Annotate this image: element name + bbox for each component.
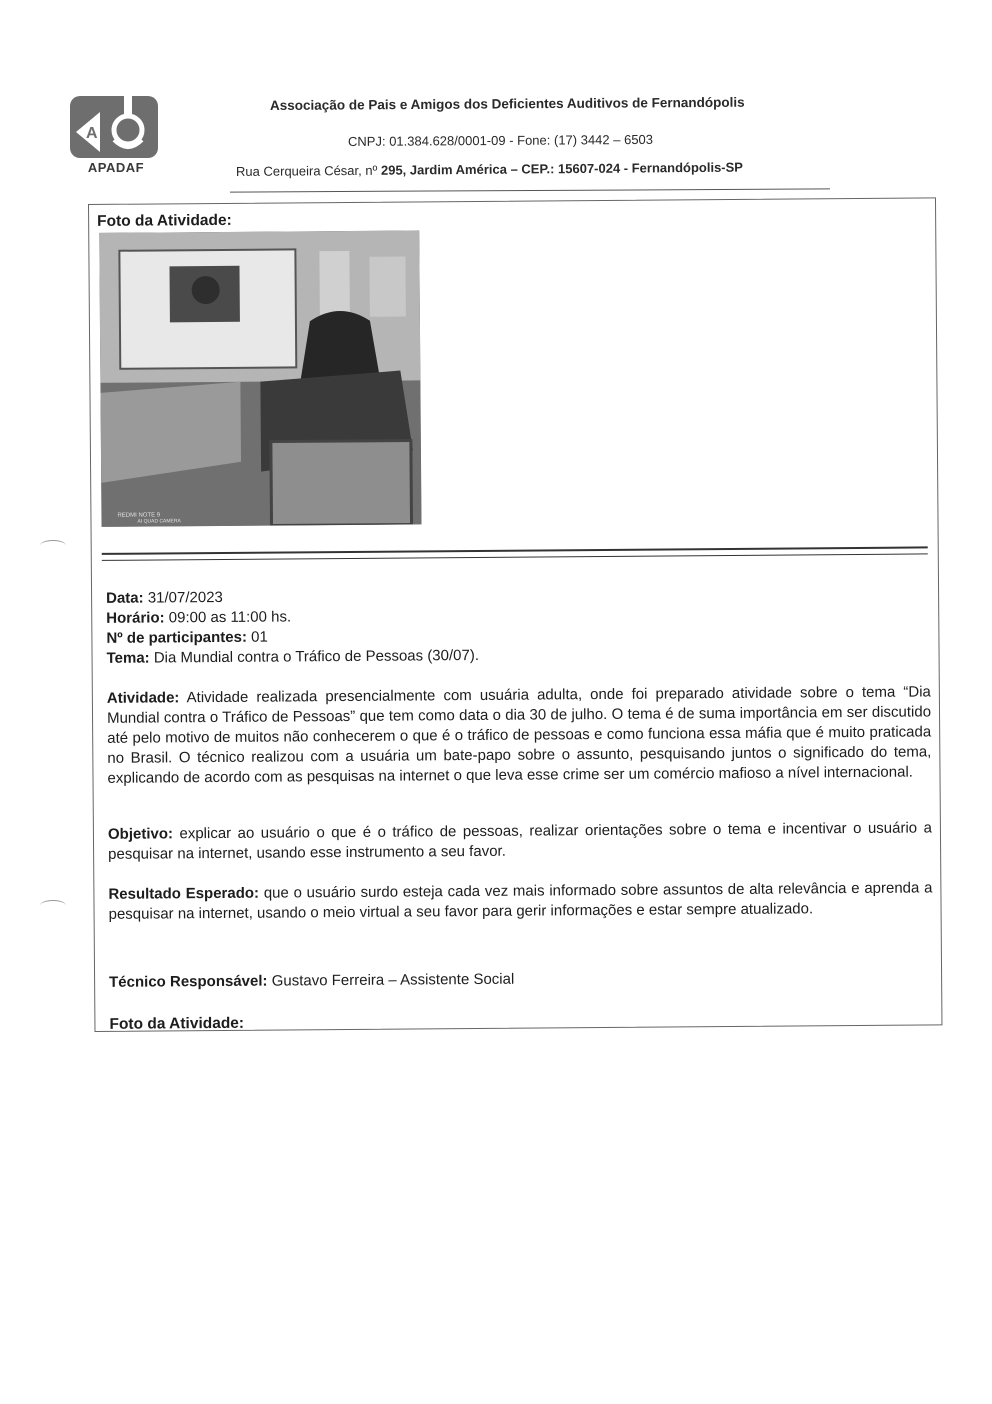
time-value: 09:00 as 11:00 hs. (168, 608, 292, 627)
org-name: Associação de Pais e Amigos dos Deficientes Auditivos de Fernandópolis (269, 94, 745, 113)
watermark-line1: REDMI NOTE 9 (117, 512, 161, 519)
address-prefix: Rua Cerqueira César, nº (235, 162, 378, 179)
address (236, 160, 743, 179)
activity-paragraph (107, 682, 932, 788)
objective-paragraph (108, 818, 932, 864)
watermark-line2: AI QUAD CAMERA (137, 518, 181, 525)
activity-photo (99, 230, 421, 527)
date-value: 31/07/2023 (147, 588, 223, 607)
participants-label: Nº de participantes: (106, 628, 247, 647)
scan-mark (40, 900, 66, 911)
technician-text: Gustavo Ferreira – Assistente Social (271, 970, 515, 990)
logo-name: APADAF (87, 160, 145, 175)
date-label: Data: (106, 589, 144, 607)
expected-result-label: Resultado Esperado: (108, 884, 260, 903)
objective-text: explicar ao usuário o que é o tráfico de pessoas, realizar orientações sobre o tema e incentivar o usuário a pesquisar na internet, usando esse instrumento a seu favor. (108, 819, 932, 863)
theme-row (106, 646, 479, 669)
technician-label: Técnico Responsável: (109, 972, 268, 991)
expected-result-paragraph (108, 878, 932, 924)
activity-text: Atividade realizada presencialmente com usuária adulta, onde foi preparado atividade sobre o tema “Dia Mundial contra o Tráfico de Pessoas” que tem como data o dia 30 de julho. O tema é de suma importância em ser discutido até pelo motivo de muitos não conhecerem o que é o tráfico de pessoas e como funciona essa máfia que é muito praticada no Brasil. O técnico realizou com a usuária um bate-papo sobre o assunto, pesquisando juntos o significado do tema, explicando de acordo com as pesquisas na internet o que leva esse crime ser um comércio mafioso a nível internacional. (106, 683, 932, 787)
photo-title: Foto da Atividade: (97, 211, 232, 230)
expected-result-text: que o usuário surdo esteja cada vez mais informado sobre assuntos de alta relevância e aprenda a pesquisar na internet, usando o meio virtual a seu favor para gerir informações e estar sempre atualizado. (108, 879, 933, 923)
header-divider (230, 188, 830, 192)
activity-label: Atividade: (106, 689, 180, 707)
technician-paragraph (109, 966, 933, 992)
theme-value: Dia Mundial contra o Tráfico de Pessoas (30/07). (153, 646, 480, 667)
objective-label: Objetivo: (107, 825, 174, 843)
activity-info (106, 586, 479, 669)
theme-label: Tema: (106, 649, 150, 667)
logo-letter: A (86, 125, 98, 142)
address-main: 295, Jardim América – CEP.: 15607-024 - Fernandópolis-SP (380, 159, 743, 178)
activity-frame (88, 197, 942, 1032)
participants-value: 01 (251, 628, 268, 646)
scan-mark (40, 540, 66, 551)
section-divider (102, 546, 928, 560)
photo-title-2: Foto da Atividade: (109, 1014, 245, 1033)
time-label: Horário: (106, 609, 165, 627)
cnpj-phone: CNPJ: 01.384.628/0001-09 - Fone: (17) 3442 – 6503 (347, 131, 654, 149)
